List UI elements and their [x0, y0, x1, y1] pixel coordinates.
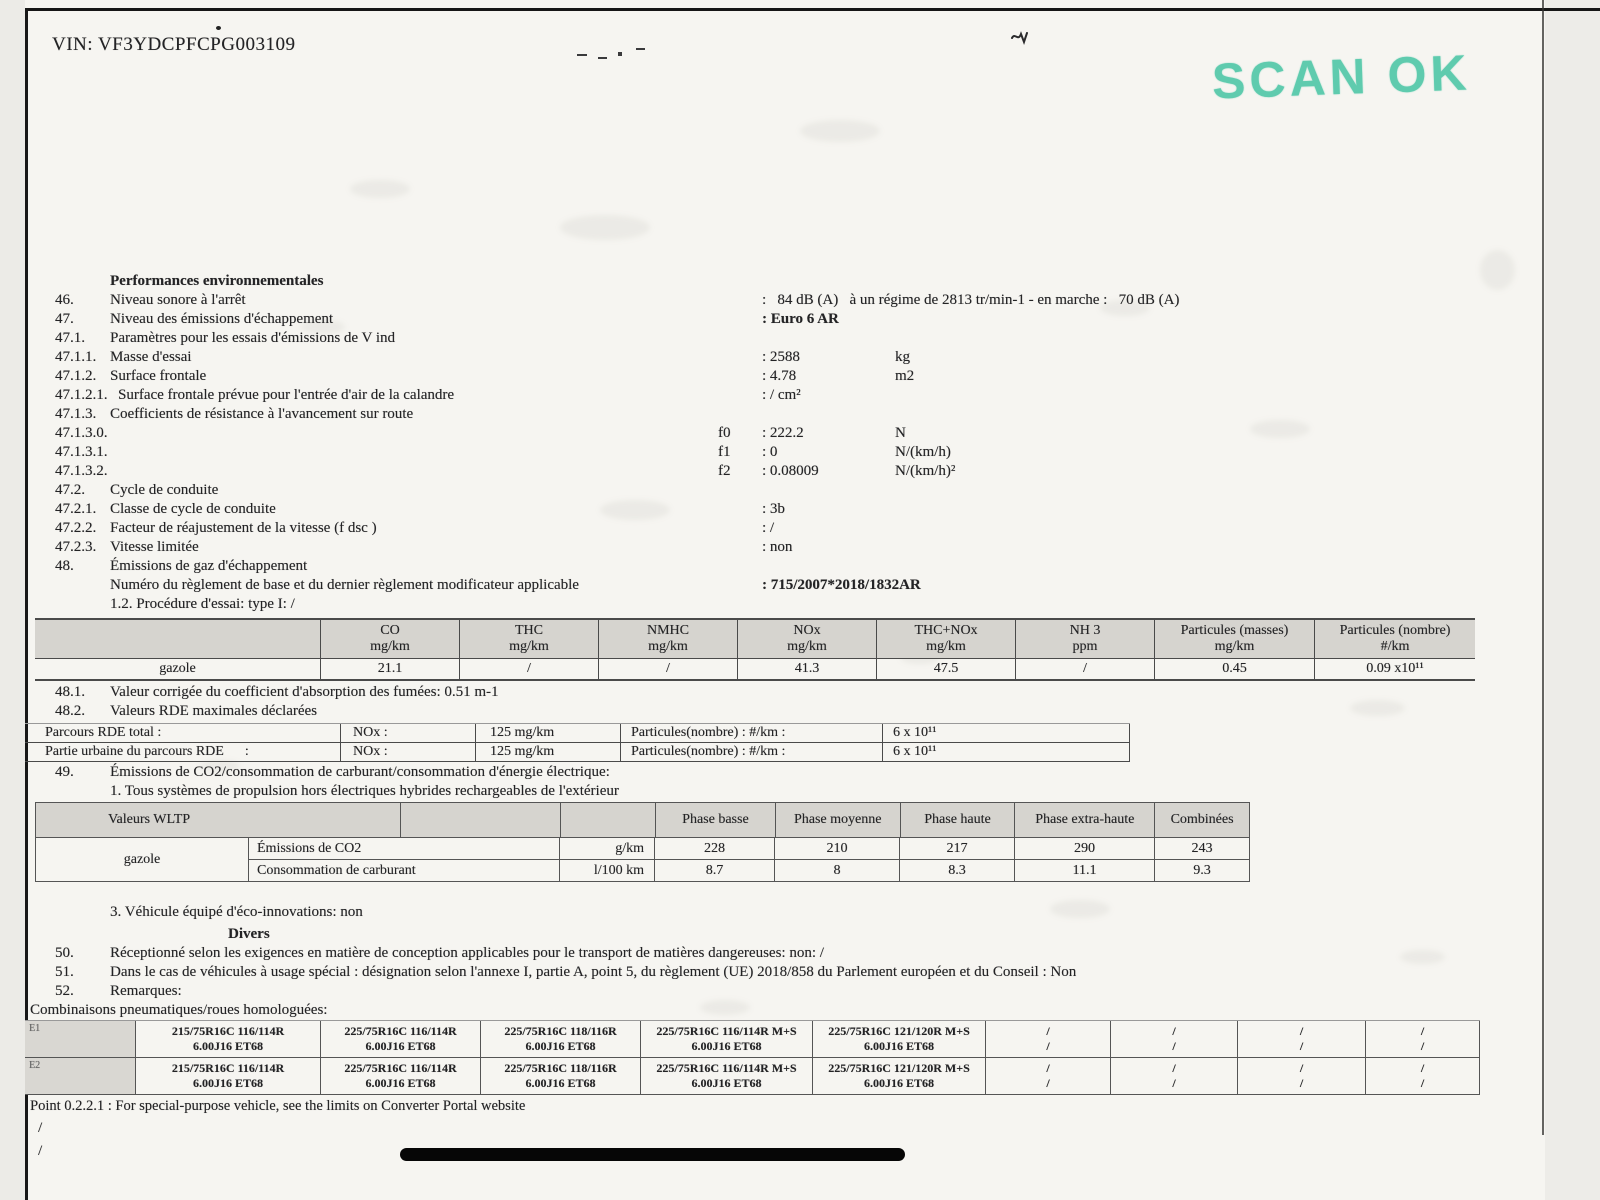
tyre-table-title-row	[0, 1002, 1545, 1021]
value-cell: /	[1015, 659, 1154, 679]
pencil-mark	[618, 52, 622, 56]
line-label: Surface frontale prévue pour l'entrée d'air de la calandre	[118, 387, 455, 403]
wltp-header-empty	[560, 803, 655, 837]
tyre-cell	[480, 1058, 640, 1094]
tyre-size: 215/75R16C 116/114R	[171, 1061, 285, 1075]
slash: /	[1299, 1024, 1304, 1038]
header-unit: mg/km	[370, 639, 410, 654]
rde-cell: 125 mg/km	[475, 743, 620, 761]
header-unit: mg/km	[1214, 639, 1255, 654]
line-number: 47.1.2.	[55, 368, 97, 384]
tyre-cell	[135, 1021, 320, 1057]
line-number: 48.1.	[55, 684, 85, 700]
wltp-header-phase: Phase moyenne	[775, 803, 900, 837]
wltp-header-phase: Phase haute	[900, 803, 1015, 837]
wltp-row-carburant	[249, 860, 1249, 881]
scan-ok-stamp: SCAN OK	[1211, 44, 1472, 110]
tyre-cell	[812, 1021, 985, 1057]
doc-line-47-2-3	[0, 539, 1545, 558]
wltp-header-label: Valeurs WLTP	[108, 812, 191, 827]
line-value: : Euro 6 AR	[762, 311, 839, 327]
emissions-table-row	[35, 659, 1475, 681]
doc-line-47-1-3	[0, 406, 1545, 425]
line-number: 50.	[55, 945, 74, 961]
wltp-table	[35, 802, 1250, 882]
line-value: : 4.78	[762, 368, 797, 384]
line-number: 47.1.3.0.	[55, 425, 108, 441]
value-cell: 21.1	[320, 659, 459, 679]
tyre-cell-empty	[1365, 1058, 1480, 1094]
line-label: Réceptionné selon les exigences en matière de conception applicables pour le transport de matières dangereuses: non: /	[110, 945, 824, 961]
line-unit: N	[895, 425, 906, 441]
tyre-cell	[320, 1058, 480, 1094]
vin-text: VIN: VF3YDCPFCPG003109	[52, 34, 296, 55]
slash: /	[1420, 1024, 1425, 1038]
slash: /	[1420, 1039, 1425, 1053]
wltp-value: 11.1	[1014, 860, 1154, 881]
slash: /	[1172, 1024, 1176, 1038]
line-value: : 2588	[762, 349, 800, 365]
wltp-value: 290	[1014, 838, 1154, 859]
line-label: Dans le cas de véhicules à usage spécial : désignation selon l'annexe I, partie A, point 5, du règlement (UE) 2018/858 du Parlement européen et du Conseil : Non	[110, 964, 1077, 980]
line-number: 47.2.1.	[55, 501, 97, 517]
wltp-header	[35, 802, 1250, 838]
slash: /	[1172, 1076, 1176, 1090]
rde-table	[25, 723, 1130, 762]
line-number: 47.1.1.	[55, 349, 97, 365]
header-name: Particules (masses)	[1180, 623, 1289, 638]
slash: /	[1420, 1076, 1425, 1090]
handwritten-mark	[1010, 28, 1034, 53]
rim-size: 6.00J16 ET68	[365, 1039, 436, 1053]
wltp-value: 8.3	[899, 860, 1014, 881]
line-label: Cycle de conduite	[110, 482, 219, 498]
scan-noise	[560, 215, 650, 240]
slash: /	[1046, 1039, 1050, 1053]
slash: /	[1046, 1024, 1050, 1038]
tyre-size: 225/75R16C 116/114R M+S	[656, 1061, 797, 1075]
line-label: Classe de cycle de conduite	[110, 501, 276, 517]
doc-line-47-1-3-0	[0, 425, 1545, 444]
scan-noise	[350, 180, 410, 198]
pencil-mark	[598, 57, 607, 59]
line-label: Valeurs RDE maximales déclarées	[110, 703, 318, 719]
header-name: NH 3	[1069, 623, 1101, 638]
rde-row-total	[25, 724, 1130, 743]
tyre-cell-empty	[1365, 1021, 1480, 1057]
divers-title-row	[0, 926, 1545, 945]
slash: /	[1299, 1061, 1304, 1075]
header-name: Particules (nombre)	[1339, 623, 1451, 638]
ink-dot	[216, 26, 221, 30]
fuel-type-cell: gazole	[159, 661, 196, 676]
doc-line-49	[0, 764, 1545, 783]
rim-size: 6.00J16 ET68	[691, 1039, 762, 1053]
line-number: 51.	[55, 964, 74, 980]
emissions-header-nox	[737, 620, 876, 658]
rim-size: 6.00J16 ET68	[192, 1039, 263, 1053]
doc-line-51	[0, 964, 1545, 983]
header-name: THC	[515, 623, 543, 638]
scan-right-margin	[1545, 0, 1600, 1200]
rim-size: 6.00J16 ET68	[863, 1039, 934, 1053]
tyre-cell	[640, 1058, 812, 1094]
tyre-cell	[320, 1021, 480, 1057]
rde-cell: 125 mg/km	[475, 724, 620, 742]
doc-line-47-2-2	[0, 520, 1545, 539]
line-label: Surface frontale	[110, 368, 207, 384]
tyre-size: 225/75R16C 121/120R M+S	[828, 1061, 970, 1075]
header-unit: ppm	[1072, 639, 1098, 654]
wltp-row-co2	[249, 838, 1249, 860]
line-label: Niveau sonore à l'arrêt	[110, 292, 246, 308]
value-cell: 0.45	[1154, 659, 1314, 679]
slash: /	[1172, 1039, 1176, 1053]
slash: /	[1299, 1076, 1304, 1090]
line-label: Émissions de CO2/consommation de carburant/consommation d'énergie électrique:	[110, 764, 610, 780]
rim-size: 6.00J16 ET68	[525, 1076, 596, 1090]
header-unit: mg/km	[926, 639, 966, 654]
tyre-cell-empty	[1110, 1021, 1237, 1057]
slash: /	[1046, 1076, 1050, 1090]
footer-slash: /	[38, 1143, 43, 1159]
footer-slash: /	[38, 1120, 43, 1136]
header-unit: mg/km	[648, 639, 688, 654]
rim-size: 6.00J16 ET68	[863, 1076, 934, 1090]
header-name: NMHC	[646, 623, 689, 638]
value-cell: 47.5	[876, 659, 1015, 679]
doc-line-52	[0, 983, 1545, 1002]
wltp-header-phase: Combinées	[1154, 803, 1249, 837]
emissions-table-header	[35, 618, 1475, 659]
wltp-value: 217	[899, 838, 1014, 859]
tyre-table-title: Combinaisons pneumatiques/roues homologuées:	[30, 1002, 328, 1018]
doc-line-reglement	[0, 577, 1545, 596]
wltp-header-phase: Phase extra-haute	[1014, 803, 1154, 837]
footer-note: Point 0.2.2.1 : For special-purpose vehicle, see the limits on Converter Portal website	[30, 1098, 526, 1114]
line-value: : non	[762, 539, 793, 555]
wltp-value: 9.3	[1154, 860, 1249, 881]
wltp-value: 228	[654, 838, 774, 859]
wltp-fuel-cell: gazole	[36, 838, 249, 881]
doc-line-47-1-1	[0, 349, 1545, 368]
line-number: 49.	[55, 764, 74, 780]
wltp-unit: g/km	[559, 838, 654, 859]
line-number: 52.	[55, 983, 74, 999]
divers-title: Divers	[228, 926, 270, 942]
line-number: 47.2.3.	[55, 539, 97, 555]
tyre-cell	[812, 1058, 985, 1094]
line-value: : / cm²	[762, 387, 801, 403]
emissions-table	[35, 618, 1475, 681]
rde-cell: Particules(nombre) : #/km :	[620, 724, 882, 742]
rim-size: 6.00J16 ET68	[691, 1076, 762, 1090]
rde-row-urbain	[25, 743, 1130, 762]
value-cell: 0.09 x10¹¹	[1314, 659, 1475, 679]
rde-cell: Partie urbaine du parcours RDE :	[45, 744, 249, 759]
value-cell: 41.3	[737, 659, 876, 679]
line-label: Numéro du règlement de base et du dernier règlement modificateur applicable	[110, 577, 579, 593]
doc-line-47-1	[0, 330, 1545, 349]
line-value: : 3b	[762, 501, 785, 517]
header-unit: mg/km	[509, 639, 549, 654]
tyre-row-e2	[25, 1058, 1480, 1095]
wltp-row-label: Consommation de carburant	[257, 862, 416, 878]
header-unit: mg/km	[787, 639, 827, 654]
rde-cell: Parcours RDE total :	[45, 725, 162, 740]
wltp-value: 8	[774, 860, 899, 881]
emissions-header-co	[320, 620, 459, 658]
coefficient-label: f1	[718, 444, 731, 460]
emissions-header-nmhc	[598, 620, 737, 658]
emissions-header-nh3	[1015, 620, 1154, 658]
line-number: 48.2.	[55, 703, 85, 719]
tyre-cell-empty	[985, 1058, 1110, 1094]
rde-cell: 6 x 10¹¹	[882, 724, 1130, 742]
doc-line-47-1-3-1	[0, 444, 1545, 463]
pencil-mark	[636, 48, 645, 50]
wltp-body	[35, 838, 1250, 882]
rim-size: 6.00J16 ET68	[192, 1076, 263, 1090]
rde-cell: 6 x 10¹¹	[882, 743, 1130, 761]
tyre-size: 225/75R16C 118/116R	[504, 1024, 617, 1038]
line-number: 47.2.	[55, 482, 85, 498]
line-number: 47.	[55, 311, 74, 327]
line-value: : /	[762, 520, 775, 536]
tyre-cell-empty	[985, 1021, 1110, 1057]
wltp-rows	[249, 838, 1249, 881]
emissions-header-thcnox	[876, 620, 1015, 658]
doc-line-procedure	[0, 596, 1545, 615]
tyre-size: 225/75R16C 116/114R	[344, 1061, 457, 1075]
line-label: 1. Tous systèmes de propulsion hors électriques hybrides rechargeables de l'extérieur	[110, 783, 619, 799]
wltp-value: 243	[1154, 838, 1249, 859]
doc-line-50	[0, 945, 1545, 964]
scan-black-bar	[400, 1148, 905, 1161]
line-label: Facteur de réajustement de la vitesse (f dsc )	[110, 520, 377, 536]
line-unit: N/(km/h)²	[895, 463, 956, 479]
line-label: Remarques:	[110, 983, 182, 999]
tyre-size: 225/75R16C 116/114R	[344, 1024, 457, 1038]
line-number: 47.1.2.1.	[55, 387, 108, 403]
doc-line-eco	[0, 904, 1545, 923]
tyre-cell	[135, 1058, 320, 1094]
doc-line-46	[0, 292, 1545, 311]
line-label: 3. Véhicule équipé d'éco-innovations: non	[110, 904, 363, 920]
wltp-header-empty	[400, 803, 560, 837]
line-label: Émissions de gaz d'échappement	[110, 558, 308, 574]
slash: /	[1046, 1061, 1050, 1075]
doc-line-47-2	[0, 482, 1545, 501]
emissions-header-part-masses	[1154, 620, 1314, 658]
line-label: Masse d'essai	[110, 349, 192, 365]
tyre-size: 225/75R16C 121/120R M+S	[828, 1024, 970, 1038]
doc-line-47	[0, 311, 1545, 330]
tyre-cell-empty	[1110, 1058, 1237, 1094]
header-unit: #/km	[1380, 639, 1410, 654]
tyre-cell	[640, 1021, 812, 1057]
line-value: : 222.2	[762, 425, 804, 441]
tyre-cell	[480, 1021, 640, 1057]
rde-cell: Particules(nombre) : #/km :	[620, 743, 882, 761]
doc-line-49-sub	[0, 783, 1545, 802]
tyre-size: 225/75R16C 118/116R	[504, 1061, 617, 1075]
tyre-cell-empty	[1237, 1058, 1365, 1094]
tyre-row-label: E1	[25, 1021, 135, 1057]
tyre-size: 215/75R16C 116/114R	[171, 1024, 285, 1038]
doc-line-48-2	[0, 703, 1545, 722]
slash: /	[1299, 1039, 1304, 1053]
tyre-row-e1	[25, 1020, 1480, 1058]
line-label: Valeur corrigée du coefficient d'absorption des fumées: 0.51 m-1	[110, 684, 499, 700]
value-cell: /	[459, 659, 598, 679]
line-value: : 84 dB (A) à un régime de 2813 tr/min-1 - en marche : 70 dB (A)	[762, 292, 1180, 308]
slash: /	[1172, 1061, 1176, 1075]
tyre-cell-empty	[1237, 1021, 1365, 1057]
wltp-unit: l/100 km	[559, 860, 654, 881]
line-label: Vitesse limitée	[110, 539, 199, 555]
emissions-header-empty	[35, 620, 320, 658]
rim-size: 6.00J16 ET68	[365, 1076, 436, 1090]
wltp-header-phase: Phase basse	[655, 803, 775, 837]
value-cell: /	[598, 659, 737, 679]
doc-line-47-1-2-1	[0, 387, 1545, 406]
line-number: 47.1.3.1.	[55, 444, 108, 460]
tyre-row-label: E2	[25, 1058, 135, 1094]
line-number: 47.1.3.	[55, 406, 97, 422]
line-label: Niveau des émissions d'échappement	[110, 311, 334, 327]
scan-noise	[800, 120, 880, 142]
line-number: 47.1.3.2.	[55, 463, 108, 479]
line-unit: N/(km/h)	[895, 444, 951, 460]
tyre-size: 225/75R16C 116/114R M+S	[656, 1024, 797, 1038]
wltp-value: 8.7	[654, 860, 774, 881]
rim-size: 6.00J16 ET68	[525, 1039, 596, 1053]
header-name: CO	[380, 623, 400, 638]
doc-line-48-1	[0, 684, 1545, 703]
coefficient-label: f2	[718, 463, 731, 479]
emissions-header-thc	[459, 620, 598, 658]
line-unit: m2	[895, 368, 915, 384]
header-name: NOx	[793, 623, 821, 638]
page-border-top	[25, 8, 1600, 11]
line-label: 1.2. Procédure d'essai: type I: /	[110, 596, 295, 612]
tyre-table	[25, 1020, 1480, 1095]
rde-cell: NOx :	[340, 724, 475, 742]
line-value: : 715/2007*2018/1832AR	[762, 577, 921, 593]
wltp-value: 210	[774, 838, 899, 859]
section-title-row	[0, 273, 1545, 292]
doc-line-48	[0, 558, 1545, 577]
line-value: : 0	[762, 444, 778, 460]
line-number: 47.1.	[55, 330, 85, 346]
line-number: 48.	[55, 558, 74, 574]
rde-cell: NOx :	[340, 743, 475, 761]
line-unit: kg	[895, 349, 910, 365]
line-label: Coefficients de résistance à l'avancement sur route	[110, 406, 414, 422]
doc-line-47-1-3-2	[0, 463, 1545, 482]
line-label: Paramètres pour les essais d'émissions de V ind	[110, 330, 396, 346]
pencil-mark	[577, 54, 587, 56]
doc-line-47-1-2	[0, 368, 1545, 387]
line-value: : 0.08009	[762, 463, 819, 479]
header-name: THC+NOx	[914, 623, 978, 638]
wltp-row-label: Émissions de CO2	[257, 840, 362, 856]
coefficient-label: f0	[718, 425, 731, 441]
section-title: Performances environnementales	[110, 273, 324, 289]
line-number: 46.	[55, 292, 74, 308]
slash: /	[1420, 1061, 1425, 1075]
emissions-header-part-nombre	[1314, 620, 1475, 658]
doc-line-47-2-1	[0, 501, 1545, 520]
line-number: 47.2.2.	[55, 520, 97, 536]
